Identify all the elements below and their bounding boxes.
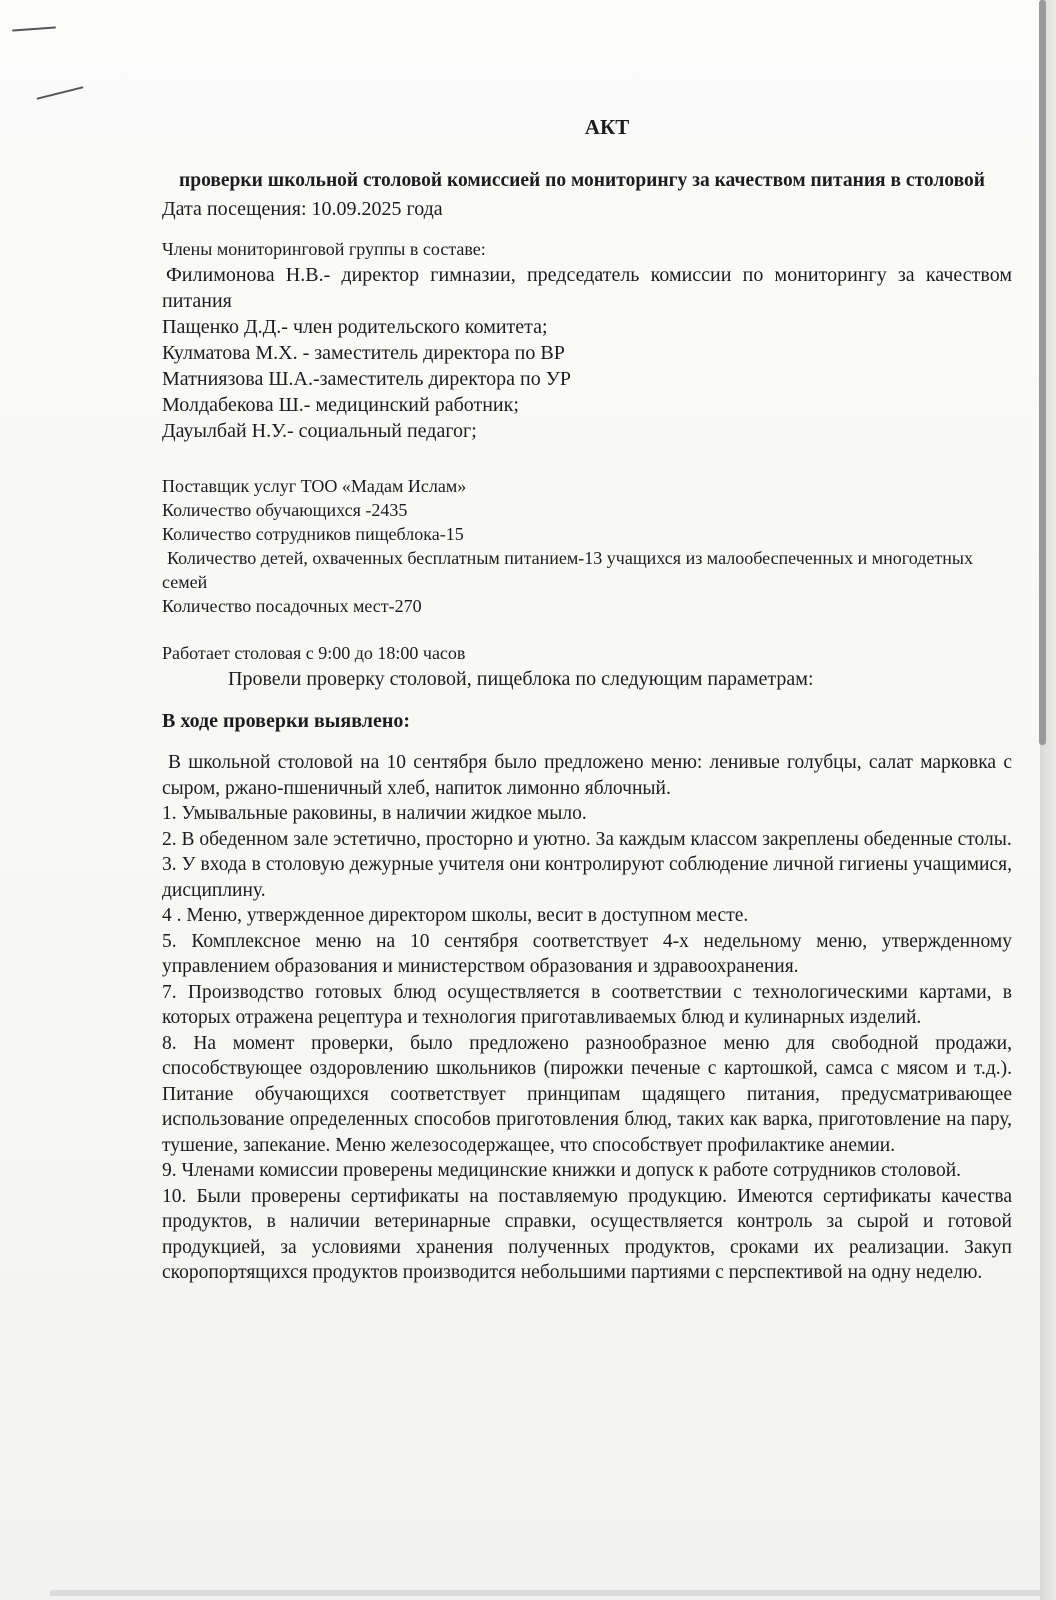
member-item: Матниязова Ш.А.-заместитель директора по УР bbox=[162, 368, 572, 390]
finding-item: 5. Комплексное меню на 10 сентября соответствует 4-х недельному меню, утвержденному управлением образования и министерством образования и здравоохранения. bbox=[162, 930, 1012, 977]
finding-item: 10. Были проверены сертификаты на поставляемую продукцию. Имеются сертификаты качества продуктов, в наличии ветеринарные справки, осуществляется контроль за сырой и готовой продукцией, за условиями хранения полученных продуктов, сроками их реализации. Закуп скоропортящихся продуктов производится небольшими партиями с перспективой на одну неделю. bbox=[162, 1185, 1012, 1283]
finding-item: 2. В обеденном зале эстетично, просторно и уютно. За каждым классом закреплены обеденные столы. bbox=[162, 828, 1012, 850]
working-hours: Работает столовая с 9:00 до 18:00 часов bbox=[162, 643, 466, 663]
inspection-intro: Провели проверку столовой, пищеблока по следующим параметрам: bbox=[228, 668, 814, 690]
document-subtitle: проверки школьной столовой комиссией по мониторингу за качеством питания в столовой bbox=[179, 170, 985, 191]
finding-item: 3. У входа в столовую дежурные учителя они контролируют соблюдение личной гигиены учащимися, дисциплину. bbox=[162, 854, 1012, 901]
menu-offered: В школьной столовой на 10 сентября было предложено меню: ленивые голубцы, салат марковка с сыром, ржано-пшеничный хлеб, напиток лимонно яблочный. bbox=[162, 752, 1012, 799]
page-bottom-edge bbox=[50, 1590, 1040, 1596]
findings-list bbox=[162, 750, 1012, 1286]
kitchen-staff-count: Количество сотрудников пищеблока-15 bbox=[162, 524, 464, 544]
finding-item: 7. Производство готовых блюд осуществляется в соответствии с технологическими картами, в которых отражена рецептура и технология приготавливаемых блюд и кулинарных изделий. bbox=[162, 981, 1012, 1028]
members-heading: Члены мониторинговой группы в составе: bbox=[162, 239, 486, 259]
students-count: Количество обучающихся -2435 bbox=[162, 500, 408, 520]
member-item: Филимонова Н.В.- директор гимназии, председатель комиссии по мониторингу за качеством питания bbox=[162, 264, 1012, 312]
finding-item: 8. На момент проверки, было предложено разнообразное меню для свободной продажи, способствующее оздоровлению школьников (пирожки печеные с картошкой, самса с мясом и т.д.). Питание обучающихся соответствует принципам щадящего питания, предусматривающее использование определенных способов приготовления блюд, таких как варка, приготовление на пару, тушение, запекание. Меню железосодержащее, что способствует профилактике анемии. bbox=[162, 1032, 1012, 1156]
finding-item: 4 . Меню, утвержденное директором школы, весит в доступном месте. bbox=[162, 905, 749, 926]
member-item: Молдабекова Ш.- медицинский работник; bbox=[162, 394, 519, 416]
supplier: Поставщик услуг ТОО «Мадам Ислам» bbox=[162, 476, 467, 496]
document-title: АКТ bbox=[584, 115, 630, 139]
findings-heading: В ходе проверки выявлено: bbox=[162, 710, 411, 732]
seats-count: Количество посадочных мест-270 bbox=[162, 596, 422, 616]
member-item: Кулматова М.Х. - заместитель директора по ВР bbox=[162, 342, 565, 364]
finding-item: 1. Умывальные раковины, в наличии жидкое мыло. bbox=[162, 803, 587, 824]
free-meals-count: Количество детей, охваченных бесплатным питанием-13 учащихся из малообеспеченных и многодетных семей bbox=[162, 548, 973, 592]
canteen-info bbox=[162, 474, 1012, 618]
member-item: Дауылбай Н.У.- социальный педагог; bbox=[162, 420, 477, 442]
members-list bbox=[162, 262, 1012, 444]
member-item: Пащенко Д.Д.- член родительского комитета; bbox=[162, 316, 548, 338]
finding-item: 9. Членами комиссии проверены медицинские книжки и допуск к работе сотрудников столовой. bbox=[162, 1160, 962, 1181]
visit-date: Дата посещения: 10.09.2025 года bbox=[162, 198, 443, 220]
document-body bbox=[162, 112, 1012, 1286]
scrollbar-thumb[interactable] bbox=[1039, 0, 1046, 745]
